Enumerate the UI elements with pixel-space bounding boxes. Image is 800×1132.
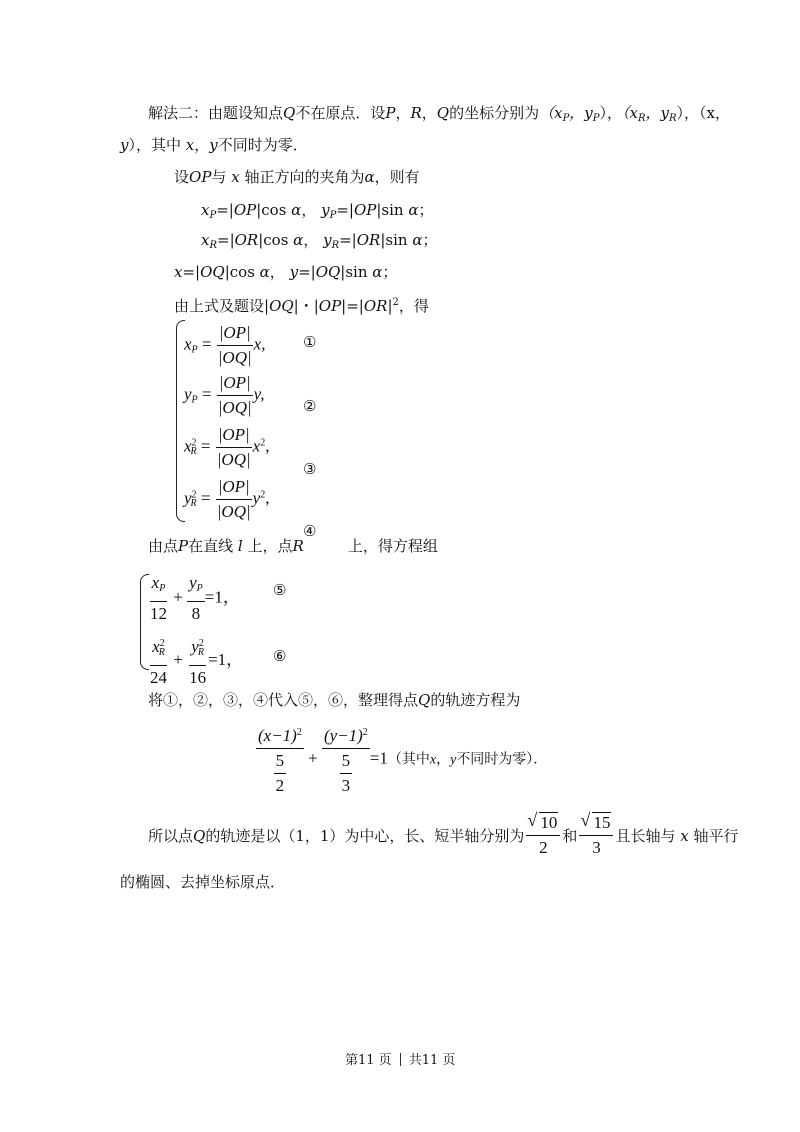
fraction: $\frac{|OP|}{|OQ|}$ xyxy=(217,323,252,367)
substitute-line: 将①，②，③，④代入⑤，⑥，整理得点Q的轨迹方程为 xyxy=(148,691,521,709)
system-1-row-3: $x^2_R$ = $\frac{|OP|}{|OQ|}$ $x^2$, xyxy=(184,425,270,469)
angle-definition-line: 设OP与 x 轴正方向的夹角为α，则有 xyxy=(174,168,420,186)
system-2-row-1: $\frac{x_P}{12}$ + $\frac{y_P}{8}$ =1， xyxy=(150,573,240,623)
marker-6: ⑥ xyxy=(273,647,287,665)
marker-4: ④ xyxy=(303,522,317,540)
fraction: $\frac{|OP|}{|OQ|}$ xyxy=(217,373,252,417)
fraction: $\frac{|OP|}{|OQ|}$ xyxy=(216,477,251,521)
fraction: $\frac{x^2_R}{24}$ xyxy=(148,633,169,689)
page-total: 共11 页 xyxy=(408,1053,456,1068)
marker-5: ⑤ xyxy=(273,581,287,599)
conclusion-line-2: 的椭圆、去掉坐标原点． xyxy=(120,873,286,891)
equation-point-r: $x_R=|OR|\cos$ α， $y_R=|OR|\sin$ α； xyxy=(201,231,438,251)
system-1-row-2: $y_P$ = $\frac{|OP|}{|OQ|}$ y, xyxy=(184,373,265,417)
system-1-row-1: $x_P$ = $\frac{|OP|}{|OQ|}$ x, xyxy=(184,323,266,367)
given-condition-line: 由上式及题设|OQ|・$|OP|=|OR|^2$，得 xyxy=(174,297,429,315)
equation-point-p: $x_P=|OP|\cos$ α， $y_P=|OP|\sin$ α； xyxy=(201,201,434,221)
page-footer xyxy=(345,1049,455,1068)
page-number: 第11 页 xyxy=(345,1053,392,1068)
fraction: $\frac{y_P}{8}$ xyxy=(189,573,203,623)
trajectory-equation: $\frac{(x-1)^2}{\frac{5}{2}}$ + $\frac{(y-1)^2}{\frac{5}{3}}$ =1（其中x，y不同时为零）． xyxy=(256,722,547,797)
fraction: $\frac{5}{3}$ xyxy=(341,751,351,795)
marker-2: ② xyxy=(303,397,317,415)
fraction: $\frac{|OP|}{|OQ|}$ xyxy=(216,425,251,469)
fraction: √ $\frac{15}{3}$ xyxy=(579,812,613,859)
fraction: $\frac{y^2_R}{16}$ xyxy=(187,633,208,689)
fraction: $\frac{(x-1)^2}{\frac{5}{2}}$ xyxy=(256,722,304,797)
system-1-row-4: $y^2_R$ = $\frac{|OP|}{|OQ|}$ $y^2$, xyxy=(184,477,270,521)
fraction: √ $\frac{10}{2}$ xyxy=(526,812,560,859)
paragraph-1-line-2: y），其中 x，y不同时为零． xyxy=(120,136,308,154)
fraction: $\frac{x_P}{12}$ xyxy=(150,573,167,623)
marker-1: ① xyxy=(303,333,317,351)
system-2-row-2: $\frac{x^2_R}{24}$ + $\frac{y^2_R}{16}$ =1， xyxy=(148,633,243,689)
footer-divider xyxy=(400,1053,401,1066)
marker-3: ③ xyxy=(303,460,317,478)
conclusion-line-1: 所以点 Q 的轨迹是以（1，1）为中心，长、短半轴分别为 √ $\frac{10}{2}$ 和 √ $\frac{15}{3}$ 且长轴与 x 轴平行 xyxy=(148,812,739,859)
equation-point-q: x=|OQ|cos α， y=|OQ|sin α； xyxy=(174,263,398,281)
line-l-condition: 由点P在直线 l 上，点R 上，得方程组 xyxy=(148,537,438,555)
fraction: $\frac{5}{2}$ xyxy=(275,751,285,795)
paragraph-1-line-1: 解法二：由题设知点Q不在原点．设P，R，Q的坐标分别为（$x_P$，$y_P$），（$x_R$，$y_R$），（x， xyxy=(148,104,731,124)
fraction: $\frac{(y-1)^2}{\frac{5}{3}}$ xyxy=(322,722,370,797)
